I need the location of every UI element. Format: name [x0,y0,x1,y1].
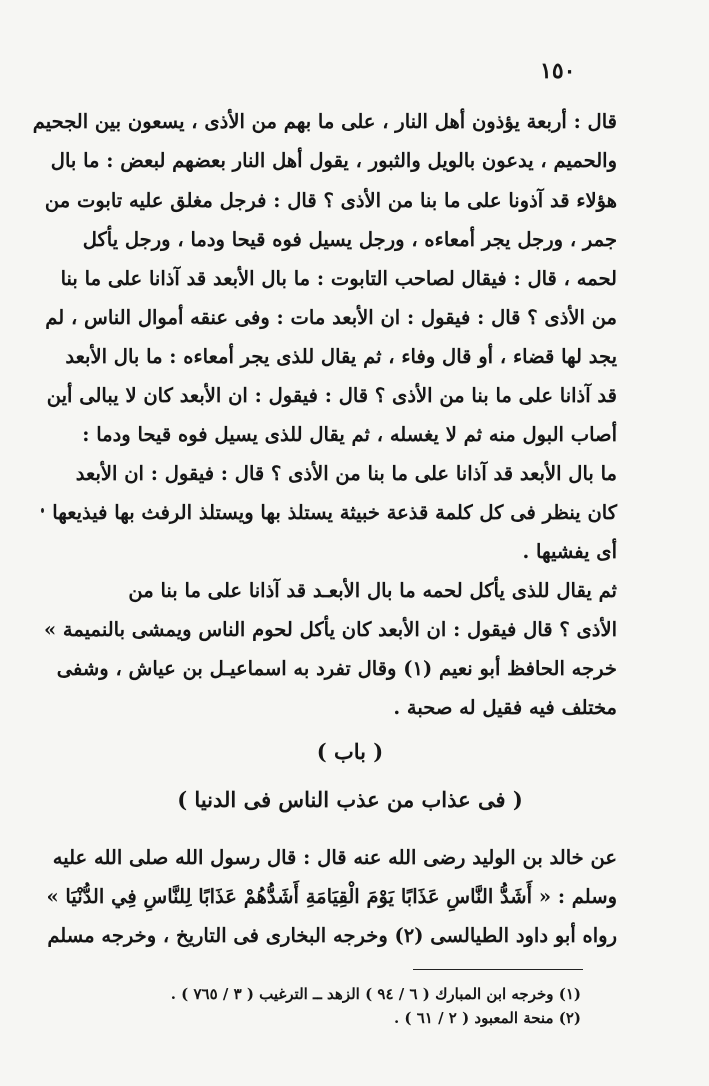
footnote-divider [413,969,583,970]
text-line: ثم يقال للذى يأكل لحمه ما بال الأبعـد قد آذانا على ما بنا من [128,579,617,602]
text-line: خرجه الحافظ أبو نعيم (١) وقال تفرد به اسماعيـل بن عياش ، وشفى [56,657,617,680]
text-line: يجد لها قضاء ، أو قال وفاء ، ثم يقال للذى يجر أمعاءه : ما بال الأبعد [65,345,617,368]
page-number: ١٥٠ [540,58,576,84]
text-line: أصاب البول منه ثم لا يغسله ، ثم يقال للذى يسيل فوه قيحا ودما : [82,423,617,446]
text-line: قد آذانا على ما بنا من الأذى ؟ قال : فيقول : ان الأبعد كان لا يبالى أين [46,384,617,407]
text-line: أى يفشيها . [522,540,617,563]
text-line: وسلم : « أَشَدُّ النَّاسِ عَذَابًا يَوْمَ الْقِيَامَةِ أَشَدُّهُمْ عَذَابًا لِلنَّاسِ فِي الدُّنْيَا » [46,885,617,908]
section-title: ( فى عذاب من عذب الناس فى الدنيا ) [177,787,523,812]
text-line: جمر ، ورجل يجر أمعاءه ، ورجل يسيل فوه قيحا ودما ، ورجل يأكل [82,228,617,251]
text-line: من الأذى ؟ قال : فيقول : ان الأبعد مات : وفى عنقه أموال الناس ، لم [45,306,617,329]
text-line: قال : أربعة يؤذون أهل النار ، على ما بهم من الأذى ، يسعون بين الجحيم [32,110,617,133]
ink-speck [41,508,44,513]
text-line: مختلف فيه فقيل له صحبة . [393,696,617,719]
footnote: (٢) منحة المعبود ( ٢ / ٦١ ) . [393,1009,581,1027]
text-line: كان ينظر فى كل كلمة قذعة خبيثة يستلذ بها ويستلذ الرفث بها فيذيعها [52,501,617,524]
text-line: الأذى ؟ قال فيقول : ان الأبعد كان يأكل لحوم الناس ويمشى بالنميمة » [43,618,617,641]
text-line: هؤلاء قد آذونا على ما بنا من الأذى ؟ قال : فرجل مغلق عليه تابوت من [44,189,617,212]
text-line: رواه أبو داود الطيالسى (٢) وخرجه البخارى فى التاريخ ، وخرجه مسلم [47,924,617,947]
text-line: عن خالد بن الوليد رضى الله عنه قال : قال رسول الله صلى الله عليه [52,846,617,869]
text-line: ما بال الأبعد قد آذانا على ما بنا من الأذى ؟ قال : فيقول : ان الأبعد [75,462,617,485]
text-line: والحميم ، يدعون بالويل والثبور ، يقول أهل النار بعضهم لبعض : ما بال [50,149,617,172]
footnote: (١) وخرجه ابن المبارك ( ٦ / ٩٤ ) الزهد ــ الترغيب ( ٣ / ٧٦٥ ) . [170,985,581,1003]
text-line: لحمه ، قال : فيقال لصاحب التابوت : ما بال الأبعد قد آذانا على ما بنا [60,267,617,290]
section-heading: ( باب ) [316,739,384,764]
